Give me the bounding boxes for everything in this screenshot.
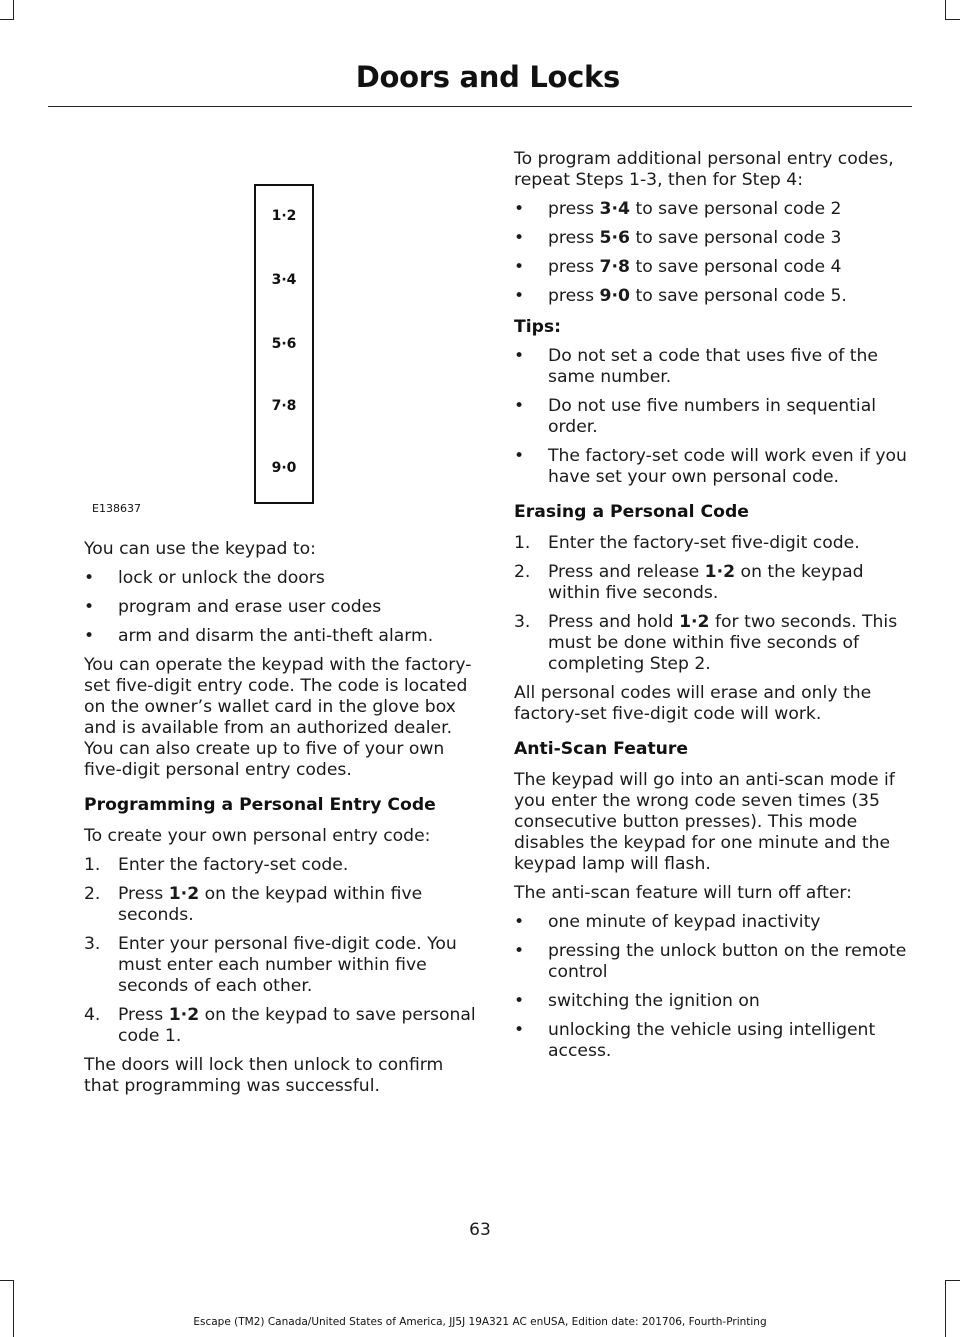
list-item: • unlocking the vehicle using intelligent access. <box>514 1020 876 1061</box>
keypad-figure <box>84 150 474 520</box>
list-item: • press 9·0 to save personal code 5. <box>514 286 847 306</box>
right-column <box>514 149 908 1062</box>
section-heading: Anti-Scan Feature <box>514 739 689 759</box>
body-paragraph: The keypad will go into an anti-scan mode if you enter the wrong code seven times (35 consecutive button presses). This mode disables the keypad for one minute and the keypad lamp will flash. <box>514 770 895 874</box>
keypad-key: 7·8 <box>271 398 297 414</box>
section-heading: Programming a Personal Entry Code <box>84 795 436 815</box>
keypad-intro: You can use the keypad to: <box>84 539 316 559</box>
keypad-key: 5·6 <box>271 336 297 352</box>
crop-mark <box>13 1280 14 1337</box>
body-paragraph: To program additional personal entry codes, repeat Steps 1-3, then for Step 4: <box>514 149 894 190</box>
figure-id: E138637 <box>92 502 141 515</box>
step-item: 1. Enter the factory-set five-digit code. <box>514 533 860 553</box>
step-item: 4. Press 1·2 on the keypad to save personal code 1. <box>84 1005 476 1046</box>
list-item: • lock or unlock the doors <box>84 568 325 588</box>
step-item: 2. Press and release 1·2 on the keypad within five seconds. <box>514 562 864 603</box>
body-paragraph: To create your own personal entry code: <box>84 826 431 846</box>
list-item: • press 5·6 to save personal code 3 <box>514 228 842 248</box>
list-item: • switching the ignition on <box>514 991 760 1011</box>
crop-mark <box>945 1280 946 1337</box>
body-paragraph: The doors will lock then unlock to confirm that programming was successful. <box>84 1055 444 1096</box>
header-rule <box>48 106 912 107</box>
page-number: 63 <box>469 1220 491 1240</box>
crop-mark <box>946 1280 960 1281</box>
page-title: Doors and Locks <box>355 60 620 94</box>
step-item: 1. Enter the factory-set code. <box>84 855 349 875</box>
list-item: • Do not set a code that uses five of the same number. <box>514 346 878 387</box>
list-item: • pressing the unlock button on the remote control <box>514 941 907 982</box>
body-paragraph: You can operate the keypad with the factory-set five-digit entry code. The code is located on the owner’s wallet card in the glove box and is available from an authorized dealer. You can also create up to five of your own five-digit personal entry codes. <box>84 655 472 780</box>
list-item: • press 7·8 to save personal code 4 <box>514 257 842 277</box>
list-item: • press 3·4 to save personal code 2 <box>514 199 842 219</box>
body-paragraph: The anti-scan feature will turn off after: <box>514 883 852 903</box>
keypad-key: 9·0 <box>271 460 297 476</box>
keypad-key: 3·4 <box>271 272 297 288</box>
list-item: • arm and disarm the anti-theft alarm. <box>84 626 434 646</box>
crop-mark <box>0 19 14 20</box>
step-item: 3. Enter your personal five-digit code. You must enter each number within five seconds of each other. <box>84 934 457 996</box>
crop-mark <box>0 1280 14 1281</box>
body-paragraph: All personal codes will erase and only the factory-set five-digit code will work. <box>514 683 872 724</box>
list-item: • program and erase user codes <box>84 597 382 617</box>
list-item: • one minute of keypad inactivity <box>514 912 821 932</box>
section-heading: Tips: <box>514 317 562 337</box>
keypad-key: 1·2 <box>271 208 297 224</box>
keypad-illustration <box>254 184 314 504</box>
crop-mark <box>945 0 946 20</box>
step-item: 3. Press and hold 1·2 for two seconds. This must be done within five seconds of completing Step 2. <box>514 612 898 674</box>
crop-mark <box>946 19 960 20</box>
list-item: • Do not use five numbers in sequential order. <box>514 396 876 437</box>
crop-mark <box>13 0 14 20</box>
list-item: • The factory-set code will work even if you have set your own personal code. <box>514 446 907 487</box>
section-heading: Erasing a Personal Code <box>514 502 749 522</box>
left-column <box>84 539 476 1097</box>
step-item: 2. Press 1·2 on the keypad within five seconds. <box>84 884 423 925</box>
footer-text: Escape (TM2) Canada/United States of America, JJ5J 19A321 AC enUSA, Edition date: 201706, Fourth-Printing <box>193 1316 767 1328</box>
